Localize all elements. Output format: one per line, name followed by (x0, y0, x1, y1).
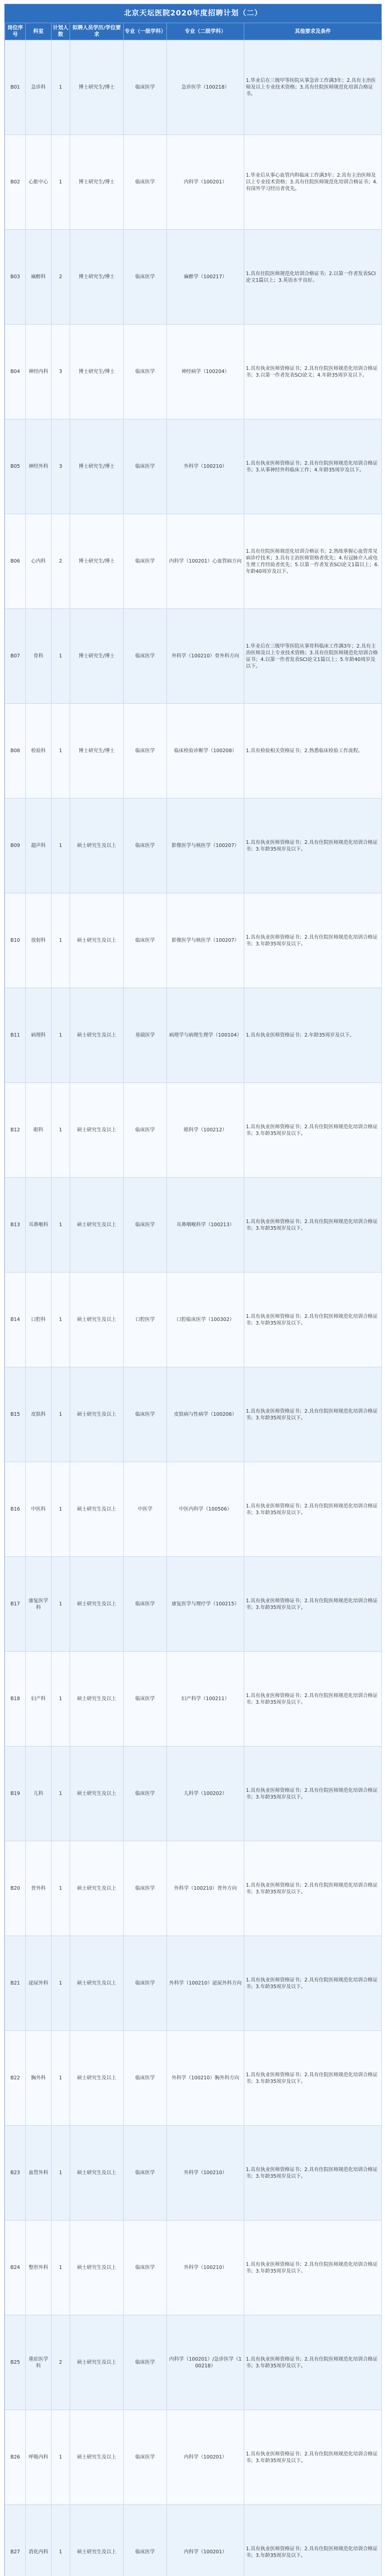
cell-other: 1.具有执业医师资格证书；2.具有住院医师规范化培训合格证书；3.年龄35周岁及以下。 (244, 1936, 382, 2031)
table-header-row (5, 23, 382, 40)
header-other: 其他要求及条件 (244, 23, 382, 40)
cell-major: 急诊医学（100218） (167, 40, 244, 135)
cell-id: B12 (5, 1083, 26, 1178)
cell-cat: 临床医学 (124, 2126, 167, 2221)
cell-other: 1.具有执业医师资格证书；2.具有住院医师规范化培训合格证书；3.年龄35周岁及以下。 (244, 1273, 382, 1367)
cell-other: 1.具有执业医师资格证书；2.具有住院医师规范化培训合格证书；3.年龄35周岁及以下。 (244, 1462, 382, 1557)
cell-edu: 硕士研究生及以上 (70, 1083, 124, 1178)
header-edu: 拟聘人员学历/学位要求 (70, 23, 124, 40)
table-row (5, 799, 382, 893)
cell-other: 1.具有执业医师资格证书；2.具有住院医师规范化培训合格证书；3.年龄35周岁及以下。 (244, 1841, 382, 1936)
cell-id: B18 (5, 1652, 26, 1747)
cell-cat: 临床医学 (124, 2031, 167, 2126)
cell-id: B13 (5, 1178, 26, 1273)
cell-dept: 重症医学科 (26, 2315, 52, 2410)
cell-other: 1.具有执业医师资格证书；2.具有住院医师规范化培训合格证书；3.年龄35周岁及以下。 (244, 1747, 382, 1841)
cell-count: 1 (52, 1178, 70, 1273)
table-row (5, 514, 382, 609)
cell-cat: 临床医学 (124, 1652, 167, 1747)
table-row (5, 2031, 382, 2126)
cell-edu: 博士研究生/博士 (70, 609, 124, 704)
cell-dept: 放射科 (26, 893, 52, 988)
cell-count: 1 (52, 1273, 70, 1367)
cell-dept: 麻醉科 (26, 230, 52, 325)
table-row (5, 1841, 382, 1936)
cell-dept: 骨科 (26, 609, 52, 704)
cell-id: B14 (5, 1273, 26, 1367)
cell-major: 中医内科学（100506） (167, 1462, 244, 1557)
cell-count: 1 (52, 893, 70, 988)
cell-id: B08 (5, 704, 26, 799)
cell-other: 1.具有执业医师资格证书；2.具有住院医师规范化培训合格证书；3.年龄35周岁及以下。 (244, 2315, 382, 2410)
cell-cat: 临床医学 (124, 135, 167, 230)
cell-other: 1.具有执业医师资格证书；2.年龄35周岁及以下。 (244, 988, 382, 1083)
cell-other: 1.具有执业医师资格证书；2.具有住院医师规范化培训合格证书；3.以第一作者发表SCI论文；4.年龄35周岁及以下。 (244, 325, 382, 419)
cell-edu: 博士研究生/博士 (70, 325, 124, 419)
cell-edu: 硕士研究生及以上 (70, 2505, 124, 2576)
table-row (5, 988, 382, 1083)
cell-id: B06 (5, 514, 26, 609)
cell-major: 内科学（100201）/急诊医学（100218） (167, 2315, 244, 2410)
table-row (5, 1557, 382, 1652)
cell-dept: 中医科 (26, 1462, 52, 1557)
cell-other: 1.具有执业医师资格证书；2.具有住院医师规范化培训合格证书；3.年龄35周岁及以下。 (244, 2410, 382, 2505)
cell-major: 耳鼻咽喉科学（100213） (167, 1178, 244, 1273)
cell-major: 外科学（100210） (167, 419, 244, 514)
cell-cat: 基础医学 (124, 988, 167, 1083)
cell-cat: 临床医学 (124, 1936, 167, 2031)
cell-other: 1.毕业后在三级甲等医院从事骨科临床工作满3年；2.具有主治医师及以上专业技术资格；3.具有住院医师规范化培训合格证书；4.以第一作者发表SCI论文1篇以上；5.年龄40周岁及以下。 (244, 609, 382, 704)
cell-dept: 口腔科 (26, 1273, 52, 1367)
cell-edu: 硕士研究生及以上 (70, 1841, 124, 1936)
cell-cat: 临床医学 (124, 609, 167, 704)
cell-major: 内科学（100201） (167, 2410, 244, 2505)
cell-id: B25 (5, 2315, 26, 2410)
cell-dept: 心脏中心 (26, 135, 52, 230)
cell-cat: 口腔医学 (124, 1273, 167, 1367)
cell-count: 1 (52, 988, 70, 1083)
cell-major: 临床检验诊断学（100208） (167, 704, 244, 799)
cell-major: 麻醉学（100217） (167, 230, 244, 325)
cell-major: 外科学（100210）泌尿外科方向 (167, 1936, 244, 2031)
cell-count: 2 (52, 2315, 70, 2410)
cell-id: B05 (5, 419, 26, 514)
cell-id: B26 (5, 2410, 26, 2505)
cell-edu: 硕士研究生及以上 (70, 2031, 124, 2126)
cell-dept: 急诊科 (26, 40, 52, 135)
cell-id: B15 (5, 1367, 26, 1462)
document-title: 北京天坛医院2020年度招聘计划（二） (5, 4, 381, 23)
cell-cat: 临床医学 (124, 893, 167, 988)
cell-count: 1 (52, 2221, 70, 2315)
cell-other: 1.具有执业医师资格证书；2.具有住院医师规范化培训合格证书；3.年龄35周岁及以下。 (244, 893, 382, 988)
cell-count: 1 (52, 2031, 70, 2126)
header-dept: 科室 (26, 23, 52, 40)
cell-dept: 妇产科 (26, 1652, 52, 1747)
cell-count: 3 (52, 419, 70, 514)
cell-cat: 临床医学 (124, 799, 167, 893)
recruitment-document (4, 4, 382, 2576)
cell-major: 内科学（100201）心血管病方向 (167, 514, 244, 609)
cell-other: 1.具有执业医师资格证书；2.具有住院医师规范化培训合格证书；3.年龄35周岁及以下。 (244, 1652, 382, 1747)
cell-major: 妇产科学（100211） (167, 1652, 244, 1747)
cell-count: 2 (52, 230, 70, 325)
cell-count: 1 (52, 1462, 70, 1557)
cell-count: 3 (52, 325, 70, 419)
cell-major: 外科学（100210）胸外科方向 (167, 2031, 244, 2126)
cell-other: 1.具有执业医师资格证书；2.具有住院医师规范化培训合格证书；3.年龄35周岁及以下。 (244, 1083, 382, 1178)
cell-other: 1.具有执业医师资格证书；2.具有住院医师规范化培训合格证书；3.年龄35周岁及以下。 (244, 2221, 382, 2315)
cell-major: 口腔临床医学（100302） (167, 1273, 244, 1367)
cell-cat: 临床医学 (124, 2505, 167, 2576)
cell-edu: 硕士研究生及以上 (70, 1557, 124, 1652)
table-row (5, 1273, 382, 1367)
table-row (5, 1178, 382, 1273)
table-row (5, 1462, 382, 1557)
cell-major: 外科学（100210） (167, 2126, 244, 2221)
cell-cat: 临床医学 (124, 325, 167, 419)
table-row (5, 704, 382, 799)
cell-count: 1 (52, 40, 70, 135)
cell-dept: 泌尿外科 (26, 1936, 52, 2031)
cell-edu: 博士研究生/博士 (70, 230, 124, 325)
cell-dept: 血管外科 (26, 2126, 52, 2221)
cell-cat: 临床医学 (124, 1083, 167, 1178)
cell-edu: 硕士研究生及以上 (70, 1462, 124, 1557)
cell-count: 1 (52, 704, 70, 799)
cell-edu: 硕士研究生及以上 (70, 2126, 124, 2221)
cell-edu: 博士研究生/博士 (70, 40, 124, 135)
cell-dept: 胸外科 (26, 2031, 52, 2126)
cell-other: 1.具有住院医师规范化培训合格证书；2.以第一作者发表SCI论文1篇以上；3.英语水平良好。 (244, 230, 382, 325)
cell-other: 1.毕业后从事心血管内科临床工作满3年；2.具有主治医师及以上专业技术资格；3.具有住院医师规范化培训合格证书；4.有国外学习经历者优先。 (244, 135, 382, 230)
cell-count: 1 (52, 135, 70, 230)
header-cat: 专业（一级学科） (124, 23, 167, 40)
cell-cat: 临床医学 (124, 1367, 167, 1462)
cell-id: B22 (5, 2031, 26, 2126)
cell-cat: 临床医学 (124, 1841, 167, 1936)
cell-id: B07 (5, 609, 26, 704)
table-row (5, 419, 382, 514)
table-row (5, 1936, 382, 2031)
cell-dept: 耳鼻喉科 (26, 1178, 52, 1273)
cell-dept: 心内科 (26, 514, 52, 609)
table-row (5, 135, 382, 230)
cell-edu: 硕士研究生及以上 (70, 1178, 124, 1273)
table-row (5, 2505, 382, 2576)
cell-dept: 眼科 (26, 1083, 52, 1178)
cell-dept: 儿科 (26, 1747, 52, 1841)
cell-id: B27 (5, 2505, 26, 2576)
cell-major: 外科学（100210）普外方向 (167, 1841, 244, 1936)
cell-edu: 硕士研究生及以上 (70, 1273, 124, 1367)
cell-count: 1 (52, 1557, 70, 1652)
cell-count: 1 (52, 1841, 70, 1936)
table-body (5, 40, 382, 2576)
table-row (5, 609, 382, 704)
cell-dept: 检验科 (26, 704, 52, 799)
cell-edu: 博士研究生/博士 (70, 704, 124, 799)
recruitment-table (5, 23, 382, 2576)
table-row (5, 1367, 382, 1462)
table-row (5, 2410, 382, 2505)
cell-count: 1 (52, 1652, 70, 1747)
cell-id: B02 (5, 135, 26, 230)
cell-cat: 临床医学 (124, 2315, 167, 2410)
cell-major: 影像医学与核医学（100207） (167, 799, 244, 893)
cell-dept: 神经外科 (26, 419, 52, 514)
table-row (5, 893, 382, 988)
cell-cat: 临床医学 (124, 419, 167, 514)
cell-dept: 普外科 (26, 1841, 52, 1936)
table-row (5, 230, 382, 325)
cell-major: 神经病学（100204） (167, 325, 244, 419)
cell-other: 1.具有执业医师资格证书；2.具有住院医师规范化培训合格证书；3.年龄35周岁及以下。 (244, 2505, 382, 2576)
cell-other: 1.具有检验相关资格证书；2.熟悉临床检验工作流程。 (244, 704, 382, 799)
cell-other: 1.具有执业医师资格证书；2.具有住院医师规范化培训合格证书；3.从事神经外科临床工作；4.年龄35周岁及以下。 (244, 419, 382, 514)
cell-edu: 硕士研究生及以上 (70, 988, 124, 1083)
cell-edu: 硕士研究生及以上 (70, 893, 124, 988)
cell-dept: 病理科 (26, 988, 52, 1083)
table-row (5, 2221, 382, 2315)
cell-id: B21 (5, 1936, 26, 2031)
cell-edu: 硕士研究生及以上 (70, 1652, 124, 1747)
cell-count: 1 (52, 609, 70, 704)
header-id: 岗位序号 (5, 23, 26, 40)
cell-count: 1 (52, 2505, 70, 2576)
cell-major: 病理学与病理生理学（100104） (167, 988, 244, 1083)
cell-id: B01 (5, 40, 26, 135)
table-row (5, 1652, 382, 1747)
cell-id: B20 (5, 1841, 26, 1936)
cell-cat: 临床医学 (124, 1747, 167, 1841)
cell-other: 1.具有执业医师资格证书；2.具有住院医师规范化培训合格证书；3.年龄35周岁及以下。 (244, 1178, 382, 1273)
cell-cat: 中医学 (124, 1462, 167, 1557)
cell-edu: 硕士研究生及以上 (70, 1747, 124, 1841)
cell-id: B10 (5, 893, 26, 988)
cell-count: 1 (52, 799, 70, 893)
cell-count: 1 (52, 2410, 70, 2505)
cell-id: B11 (5, 988, 26, 1083)
cell-cat: 临床医学 (124, 2410, 167, 2505)
cell-edu: 硕士研究生及以上 (70, 799, 124, 893)
cell-edu: 硕士研究生及以上 (70, 1367, 124, 1462)
cell-dept: 康复医学科 (26, 1557, 52, 1652)
table-row (5, 2126, 382, 2221)
cell-dept: 神经内科 (26, 325, 52, 419)
cell-id: B16 (5, 1462, 26, 1557)
table-row (5, 1083, 382, 1178)
cell-other: 1.具有执业医师资格证书；2.具有住院医师规范化培训合格证书；3.年龄35周岁及以下。 (244, 1367, 382, 1462)
cell-major: 眼科学（100212） (167, 1083, 244, 1178)
cell-edu: 硕士研究生及以上 (70, 2410, 124, 2505)
cell-dept: 消化内科 (26, 2505, 52, 2576)
cell-cat: 临床医学 (124, 514, 167, 609)
cell-id: B24 (5, 2221, 26, 2315)
cell-dept: 超声科 (26, 799, 52, 893)
cell-cat: 临床医学 (124, 1557, 167, 1652)
cell-count: 2 (52, 514, 70, 609)
cell-edu: 博士研究生/博士 (70, 135, 124, 230)
cell-id: B19 (5, 1747, 26, 1841)
table-row (5, 325, 382, 419)
cell-major: 皮肤病与性病学（100206） (167, 1367, 244, 1462)
cell-edu: 硕士研究生及以上 (70, 2315, 124, 2410)
cell-other: 1.具有执业医师资格证书；2.具有住院医师规范化培训合格证书；3.年龄35周岁及以下。 (244, 2126, 382, 2221)
cell-other: 1.毕业后在三级甲等医院从事急诊工作满3年；2.具有主治医师及以上专业技术资格；3.具有住院医师规范化培训合格证书。 (244, 40, 382, 135)
cell-other: 1.具有执业医师资格证书；2.具有住院医师规范化培训合格证书；3.年龄35周岁及以下。 (244, 799, 382, 893)
cell-major: 外科学（100210） (167, 2221, 244, 2315)
cell-major: 内科学（100201） (167, 135, 244, 230)
cell-cat: 临床医学 (124, 704, 167, 799)
cell-count: 1 (52, 1936, 70, 2031)
cell-count: 1 (52, 1367, 70, 1462)
cell-edu: 博士研究生/博士 (70, 514, 124, 609)
cell-major: 外科学（100210）骨外科方向 (167, 609, 244, 704)
cell-id: B23 (5, 2126, 26, 2221)
cell-edu: 硕士研究生及以上 (70, 2221, 124, 2315)
table-row (5, 40, 382, 135)
cell-id: B03 (5, 230, 26, 325)
cell-id: B17 (5, 1557, 26, 1652)
header-major: 专业（二级学科） (167, 23, 244, 40)
cell-major: 内科学（100201） (167, 2505, 244, 2576)
cell-cat: 临床医学 (124, 40, 167, 135)
cell-major: 康复医学与理疗学（100215） (167, 1557, 244, 1652)
cell-count: 1 (52, 1747, 70, 1841)
cell-dept: 整形外科 (26, 2221, 52, 2315)
cell-other: 1.具有住院医师规范化培训合格证书；2.熟练掌握心血管常见病诊疗技术；3.具有主治医师资格者优先；4.有冠脉介入或电生理工作经验者优先；5.以第一作者发表SCI论文1篇以上；6.年龄40周岁及以下。 (244, 514, 382, 609)
cell-edu: 硕士研究生及以上 (70, 1936, 124, 2031)
cell-cat: 临床医学 (124, 1178, 167, 1273)
cell-cat: 临床医学 (124, 2221, 167, 2315)
cell-count: 1 (52, 2126, 70, 2221)
table-row (5, 2315, 382, 2410)
header-count: 计划人数 (52, 23, 70, 40)
cell-id: B09 (5, 799, 26, 893)
cell-other: 1.具有执业医师资格证书；2.具有住院医师规范化培训合格证书；3.年龄35周岁及以下。 (244, 1557, 382, 1652)
cell-major: 影像医学与核医学（100207） (167, 893, 244, 988)
cell-edu: 博士研究生/博士 (70, 419, 124, 514)
cell-dept: 皮肤科 (26, 1367, 52, 1462)
cell-major: 儿科学（100202） (167, 1747, 244, 1841)
cell-cat: 临床医学 (124, 230, 167, 325)
cell-id: B04 (5, 325, 26, 419)
table-row (5, 1747, 382, 1841)
cell-other: 1.具有执业医师资格证书；2.具有住院医师规范化培训合格证书；3.年龄35周岁及以下。 (244, 2031, 382, 2126)
cell-dept: 呼吸内科 (26, 2410, 52, 2505)
cell-count: 1 (52, 1083, 70, 1178)
